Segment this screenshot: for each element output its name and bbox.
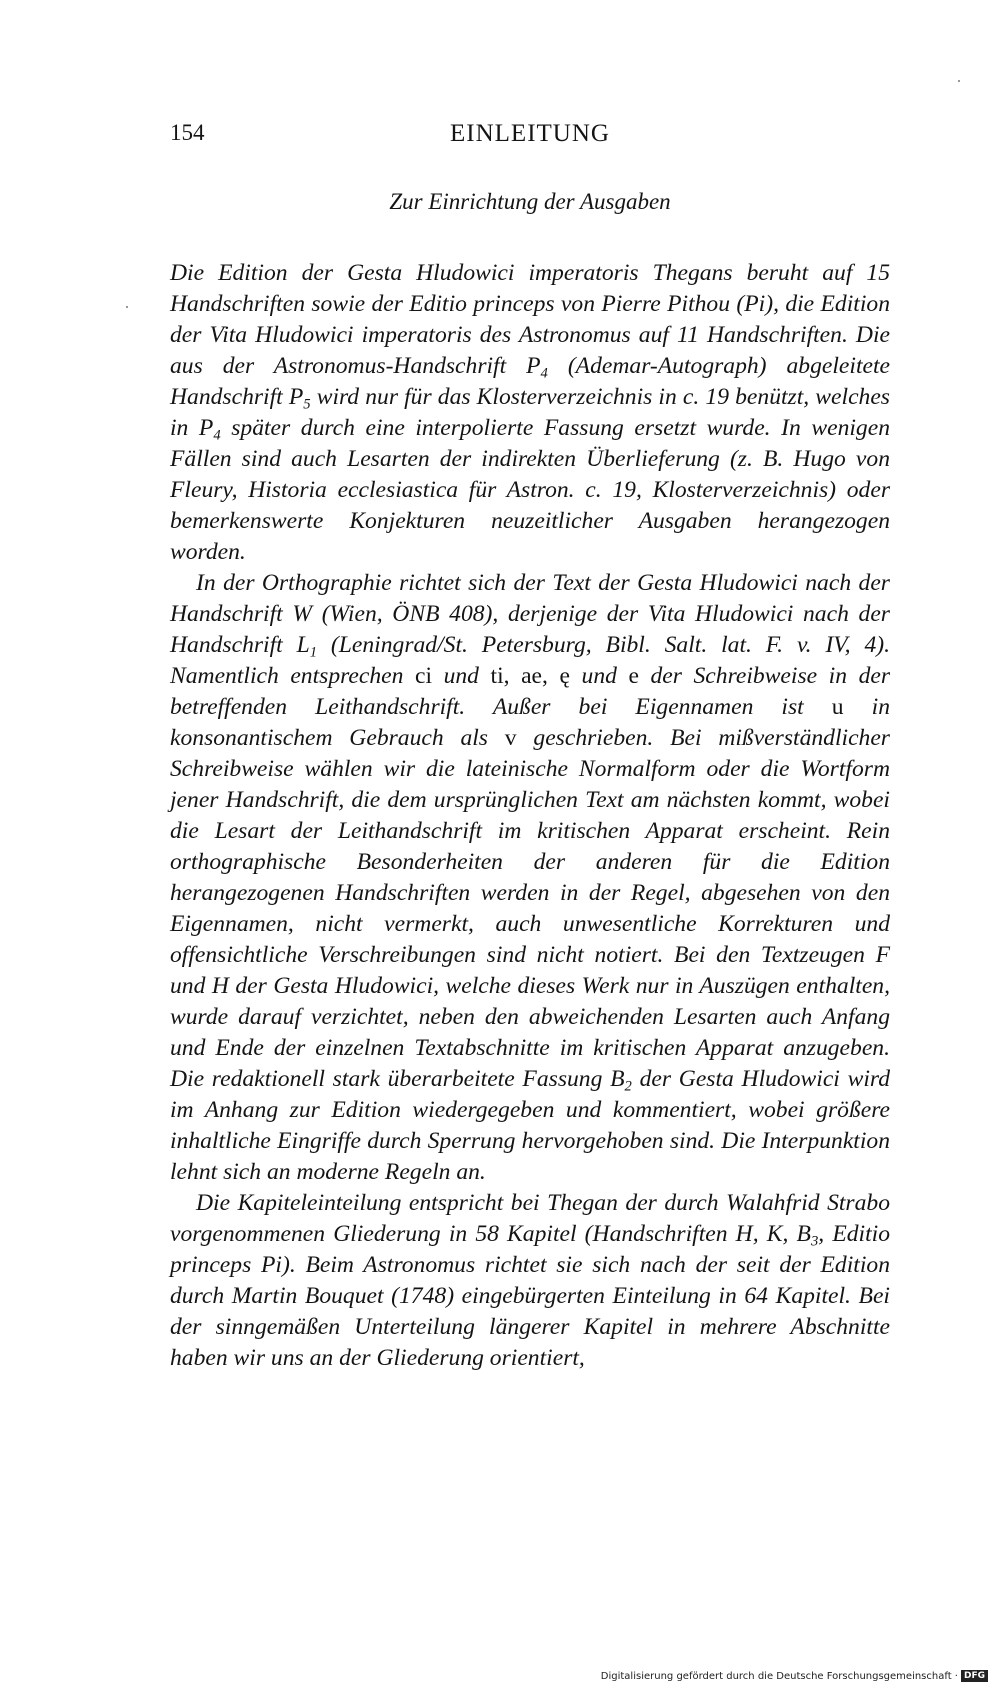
text-run: in konsonantischem Gebrauch als — [170, 694, 890, 751]
page-header — [170, 120, 890, 154]
text-run: später durch eine interpolierte Fassung ersetzt wurde. In wenigen Fällen sind auch Lesarten der indirekten Überlieferung (z. B. Hugo von Fleury, Historia ecclesiastica für Astron. c. 19, Klosterverzeichnis) oder bemerkenswerte Konjekturen neuzeitlicher Ausgaben herangezogen worden. — [170, 415, 890, 565]
text-run: (Leningrad/St. Petersburg, Bibl. Salt. lat. F. v. IV, 4). Namentlich entsprechen — [170, 632, 891, 689]
text-run: der Gesta Hludowici wird im Anhang zur Edition wiedergegeben und kommentiert, wobei größere inhaltliche Eingriffe durch Sperrung hervorgehoben sind. Die Interpunktion lehnt sich an moderne Regeln an. — [170, 1066, 890, 1185]
subscript: 2 — [624, 1078, 632, 1095]
subscript: 4 — [213, 427, 221, 444]
text-run: In der Orthographie richtet sich der Text der Gesta Hludowici nach der Handschrift W (Wien, ÖNB 408), derjenige der Vita Hludowici nach der Handschrift L — [170, 570, 890, 658]
subscript: 3 — [810, 1233, 819, 1250]
paragraph — [170, 568, 890, 1188]
text-run: Die Kapiteleinteilung entspricht bei Thegan der durch Walahfrid Strabo vorgenommenen Gliederung in 58 Kapitel (Handschriften H, K, B — [170, 1190, 890, 1247]
scan-speck — [126, 306, 128, 308]
upright-text: ti, ae, ę — [490, 663, 570, 689]
page-number: 154 — [170, 120, 205, 145]
digitization-credit — [601, 1670, 988, 1682]
dfg-logo: DFG — [961, 1670, 988, 1682]
running-head: EINLEITUNG — [450, 120, 610, 147]
text-run: , Editio princeps Pi). Beim Astronomus richtet sie sich nach der seit der Edition durch Martin Bouquet (1748) eingebürgerten Einteilung in 64 Kapitel. Bei der sinngemäßen Unterteilung längerer Kapitel in mehrere Abschnitte haben wir uns an der Gliederung orientiert, — [170, 1221, 891, 1371]
text-run: und — [432, 663, 491, 689]
subscript: 1 — [309, 644, 318, 661]
upright-text: u — [831, 694, 844, 720]
upright-text: v — [504, 725, 517, 751]
text-run: und — [569, 663, 629, 689]
text-run: geschrieben. Bei mißverständlicher Schreibweise wählen wir die lateinische Normalform oder die Wortform jener Handschrift, die dem ursprünglichen Text am nächsten kommt, wobei die Lesart der Leithandschrift im kritischen Apparat erscheint. Rein orthographische Besonderheiten der anderen für die Edition herangezogenen Handschriften werden in der Regel, abgesehen von den Eigennamen, nicht vermerkt, auch unwesentliche Korrekturen und offensichtliche Verschreibungen sind nicht notiert. Bei den Textzeugen F und H der Gesta Hludowici, welche dieses Werk nur in Auszügen enthalten, wurde darauf verzichtet, neben den abweichenden Lesarten auch Anfang und Ende der einzelnen Textabschnitte im kritischen Apparat anzugeben. Die redaktionell stark überarbeitete Fassung B — [170, 725, 890, 1092]
text-run: Die Edition der Gesta Hludowici imperatoris Thegans beruht auf 15 Handschriften sowie der Editio princeps von Pierre Pithou (Pi), die Edition der Vita Hludowici imperatoris des Astronomus auf 11 Handschriften. Die aus der Astronomus-Handschrift P — [170, 260, 890, 379]
upright-text: ci — [415, 663, 433, 689]
upright-text: e — [628, 663, 639, 689]
body-text — [170, 258, 890, 1374]
paragraph — [170, 1188, 890, 1374]
text-run: wird nur für das Klosterverzeichnis in c. 19 benützt, welches in P — [170, 384, 890, 441]
section-title: Zur Einrichtung der Ausgaben — [389, 189, 671, 214]
text-run: der Schreibweise in der betreffenden Leithandschrift. Außer bei Eigennamen ist — [170, 663, 891, 720]
subscript: 5 — [303, 396, 311, 413]
text-run: (Ademar-Autograph) abgeleitete Handschrift P — [170, 353, 891, 410]
scan-speck — [958, 80, 960, 82]
credit-text: Digitalisierung gefördert durch die Deutsche Forschungsgemeinschaft · — [600, 1671, 958, 1682]
subscript: 4 — [540, 365, 548, 382]
paragraph — [170, 258, 890, 568]
